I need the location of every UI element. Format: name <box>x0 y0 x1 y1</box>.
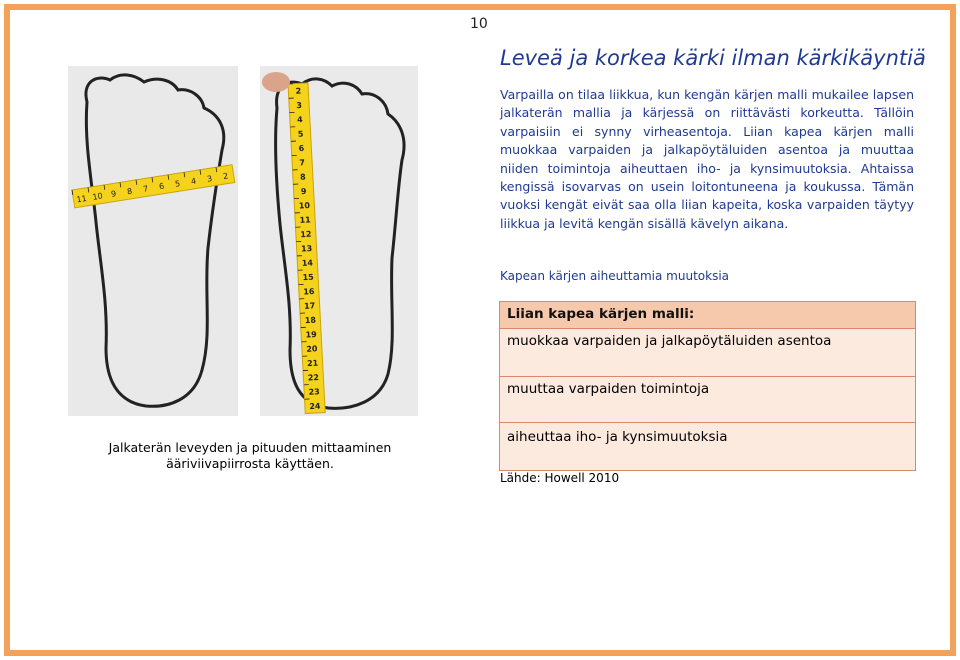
width-tape-mark: 4 <box>190 176 197 187</box>
width-tape-mark: 7 <box>142 184 149 194</box>
length-tape-mark: 6 <box>298 143 305 154</box>
foot-measurement-photo <box>62 62 432 418</box>
length-tape-mark: 10 <box>298 200 311 211</box>
length-tape-mark: 15 <box>302 272 314 283</box>
length-tape-mark: 14 <box>301 258 314 268</box>
length-tape-mark: 17 <box>303 301 316 311</box>
width-tape-mark: 9 <box>110 189 117 199</box>
foot-photo-illustration <box>62 62 432 418</box>
figure-caption: Jalkaterän leveyden ja pituuden mittaaminen ääriviivapiirrosta käyttäen. <box>108 440 392 471</box>
length-tape-mark: 11 <box>299 215 311 225</box>
length-tape-mark: 23 <box>308 387 320 397</box>
table-caption: Kapean kärjen aiheuttamia muutoksia <box>500 269 730 283</box>
length-tape-mark: 2 <box>295 86 302 96</box>
length-tape-mark: 7 <box>299 158 306 168</box>
length-tape-mark: 21 <box>306 358 319 369</box>
table-row: muokkaa varpaiden ja jalkapöytäluiden asentoa <box>500 328 915 376</box>
length-tape-mark: 16 <box>303 286 315 297</box>
page-heading: Leveä ja korkea kärki ilman kärkikäyntiä <box>500 46 926 70</box>
width-tape-mark: 5 <box>174 179 181 189</box>
width-tape-mark: 3 <box>206 173 213 184</box>
body-paragraph: Varpailla on tilaa liikkua, kun kengän kärjen malli mukailee lapsen jalkaterän mallia ja kärjessä on riittävästi korkeutta. Tällöin varpaisiin ei synny virheasentoja. Liian kapea kärjen malli muokkaa varpaiden ja jalkapöytäluiden asentoa ja muuttaa niiden toimintoja aiheuttaen iho- ja kynsimuutoksia. Ahtaissa kengissä isovarvas on usein loitontuneena ja koukussa. Tämän vuoksi kengät eivät saa olla liian kapeita, koska varpaiden täytyy liikkua ja levitä kengän sisällä kävelyn aikana. <box>500 87 914 231</box>
width-tape-mark: 10 <box>91 191 104 202</box>
fingertip <box>262 72 290 92</box>
length-tape-mark: 20 <box>306 344 318 354</box>
length-tape-mark: 4 <box>296 115 303 125</box>
width-tape-mark: 8 <box>126 186 133 197</box>
page-number: 10 <box>470 16 488 32</box>
length-tape-mark: 13 <box>300 243 313 254</box>
width-tape-mark: 6 <box>158 181 165 192</box>
length-tape-mark: 19 <box>305 329 317 340</box>
length-tape-mark: 9 <box>300 186 307 197</box>
changes-table <box>499 301 916 471</box>
length-tape-mark: 18 <box>304 315 317 326</box>
table-row: aiheuttaa iho- ja kynsimuutoksia <box>500 422 915 470</box>
length-tape-mark: 24 <box>309 401 321 412</box>
width-tape-mark: 11 <box>75 193 88 205</box>
paper-left <box>68 66 238 416</box>
length-tape-mark: 3 <box>296 100 303 111</box>
table-row: muuttaa varpaiden toimintoja <box>500 376 915 422</box>
length-tape-mark: 12 <box>300 229 312 240</box>
source-note: Lähde: Howell 2010 <box>500 471 620 485</box>
table-header: Liian kapea kärjen malli: <box>500 302 915 328</box>
length-tape-mark: 5 <box>297 129 304 139</box>
width-tape-mark: 2 <box>222 171 229 182</box>
length-tape-mark: 22 <box>307 372 320 383</box>
length-tape-mark: 8 <box>299 172 306 182</box>
